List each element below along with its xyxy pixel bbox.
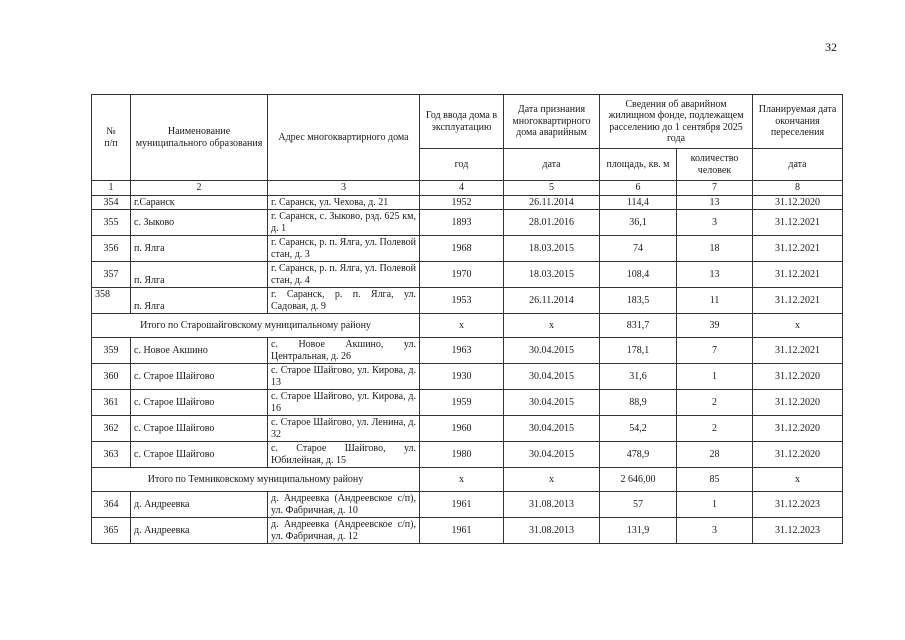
row-date: 18.03.2015 <box>504 236 600 262</box>
row-num: 361 <box>92 390 131 416</box>
column-numbers-row <box>92 181 843 196</box>
row-people: 3 <box>677 210 753 236</box>
row-municipality: с. Старое Шайгово <box>131 390 268 416</box>
row-num: 357 <box>92 262 131 288</box>
row-address: с. Новое Акшино, ул. Центральная, д. 26 <box>268 338 420 364</box>
row-num: 358 <box>92 288 131 314</box>
row-address: г. Саранск, р. п. Ялга, ул. Садовая, д. 9 <box>268 288 420 314</box>
subheader-year: год <box>420 149 504 181</box>
table-row <box>92 338 843 364</box>
row-address: с. Старое Шайгово, ул. Ленина, д. 32 <box>268 416 420 442</box>
row-people: 1 <box>677 364 753 390</box>
row-address: д. Андреевка (Андреевское с/п), ул. Фабричная, д. 12 <box>268 518 420 544</box>
subheader-date: дата <box>504 149 600 181</box>
row-municipality: д. Андреевка <box>131 492 268 518</box>
row-municipality: с. Зыково <box>131 210 268 236</box>
row-year: 1968 <box>420 236 504 262</box>
row-planned: 31.12.2020 <box>753 364 843 390</box>
row-people: 11 <box>677 288 753 314</box>
total-year: х <box>420 468 504 492</box>
total-label: Итого по Старошайговскому муниципальному району <box>92 314 420 338</box>
row-planned: 31.12.2023 <box>753 492 843 518</box>
row-people: 2 <box>677 416 753 442</box>
row-year: 1970 <box>420 262 504 288</box>
row-num: 362 <box>92 416 131 442</box>
total-area: 831,7 <box>600 314 677 338</box>
row-area: 108,4 <box>600 262 677 288</box>
table-row <box>92 364 843 390</box>
row-planned: 31.12.2021 <box>753 262 843 288</box>
row-area: 131,9 <box>600 518 677 544</box>
row-municipality: г.Саранск <box>131 195 268 210</box>
row-planned: 31.12.2020 <box>753 390 843 416</box>
row-people: 7 <box>677 338 753 364</box>
row-year: 1961 <box>420 518 504 544</box>
total-row <box>92 314 843 338</box>
subheader-area: площадь, кв. м <box>600 149 677 181</box>
total-people: 85 <box>677 468 753 492</box>
row-num: 359 <box>92 338 131 364</box>
row-year: 1961 <box>420 492 504 518</box>
column-number: 3 <box>268 181 420 196</box>
table-row <box>92 236 843 262</box>
row-year: 1930 <box>420 364 504 390</box>
total-planned: х <box>753 314 843 338</box>
row-date: 31.08.2013 <box>504 492 600 518</box>
row-planned: 31.12.2021 <box>753 210 843 236</box>
row-people: 28 <box>677 442 753 468</box>
column-number: 6 <box>600 181 677 196</box>
row-people: 13 <box>677 262 753 288</box>
row-area: 74 <box>600 236 677 262</box>
table-row <box>92 210 843 236</box>
table-row <box>92 390 843 416</box>
row-num: 356 <box>92 236 131 262</box>
column-number: 8 <box>753 181 843 196</box>
row-planned: 31.12.2020 <box>753 416 843 442</box>
column-number: 1 <box>92 181 131 196</box>
total-date: х <box>504 468 600 492</box>
row-people: 18 <box>677 236 753 262</box>
row-municipality: д. Андреевка <box>131 518 268 544</box>
row-area: 183,5 <box>600 288 677 314</box>
subheader-planned: дата <box>753 149 843 181</box>
row-planned: 31.12.2021 <box>753 338 843 364</box>
row-area: 57 <box>600 492 677 518</box>
row-municipality: п. Ялга <box>131 236 268 262</box>
row-municipality: с. Старое Шайгово <box>131 364 268 390</box>
table-row <box>92 416 843 442</box>
header-year-commissioned: Год ввода дома в эксплуатацию <box>420 95 504 149</box>
row-address: г. Саранск, р. п. Ялга, ул. Полевой стан, д. 3 <box>268 236 420 262</box>
row-municipality: с. Старое Шайгово <box>131 416 268 442</box>
row-year: 1980 <box>420 442 504 468</box>
header-planned-date: Планируемая дата окончания переселения <box>753 95 843 149</box>
header-date-emergency: Дата признания многоквартирного дома аварийным <box>504 95 600 149</box>
row-date: 26.11.2014 <box>504 288 600 314</box>
row-year: 1960 <box>420 416 504 442</box>
row-year: 1959 <box>420 390 504 416</box>
row-area: 114,4 <box>600 195 677 210</box>
row-area: 88,9 <box>600 390 677 416</box>
row-num: 365 <box>92 518 131 544</box>
row-people: 13 <box>677 195 753 210</box>
row-municipality: п. Ялга <box>131 288 268 314</box>
row-date: 30.04.2015 <box>504 338 600 364</box>
row-planned: 31.12.2021 <box>753 236 843 262</box>
row-area: 178,1 <box>600 338 677 364</box>
row-planned: 31.12.2021 <box>753 288 843 314</box>
row-num: 355 <box>92 210 131 236</box>
column-number: 2 <box>131 181 268 196</box>
row-area: 31,6 <box>600 364 677 390</box>
row-num: 354 <box>92 195 131 210</box>
row-people: 3 <box>677 518 753 544</box>
table-row <box>92 288 843 314</box>
table-row <box>92 195 843 210</box>
table-row <box>92 442 843 468</box>
table-row <box>92 492 843 518</box>
row-municipality: с. Старое Шайгово <box>131 442 268 468</box>
row-num: 363 <box>92 442 131 468</box>
row-address: д. Андреевка (Андреевское с/п), ул. Фабричная, д. 10 <box>268 492 420 518</box>
column-number: 5 <box>504 181 600 196</box>
row-area: 36,1 <box>600 210 677 236</box>
header-address: Адрес многоквартирного дома <box>268 95 420 181</box>
row-year: 1963 <box>420 338 504 364</box>
row-area: 54,2 <box>600 416 677 442</box>
row-date: 18.03.2015 <box>504 262 600 288</box>
row-date: 30.04.2015 <box>504 416 600 442</box>
header-num: № п/п <box>92 95 131 181</box>
row-planned: 31.12.2023 <box>753 518 843 544</box>
row-area: 478,9 <box>600 442 677 468</box>
subheader-people: количество человек <box>677 149 753 181</box>
row-num: 364 <box>92 492 131 518</box>
row-municipality: п. Ялга <box>131 262 268 288</box>
row-date: 30.04.2015 <box>504 390 600 416</box>
table-header-row <box>92 95 843 149</box>
row-date: 30.04.2015 <box>504 364 600 390</box>
row-address: г. Саранск, ул. Чехова, д. 21 <box>268 195 420 210</box>
row-planned: 31.12.2020 <box>753 195 843 210</box>
row-people: 1 <box>677 492 753 518</box>
page-number: 32 <box>825 40 837 54</box>
total-date: х <box>504 314 600 338</box>
total-year: х <box>420 314 504 338</box>
total-people: 39 <box>677 314 753 338</box>
row-address: г. Саранск, с. Зыково, рзд. 625 км, д. 1 <box>268 210 420 236</box>
row-num: 360 <box>92 364 131 390</box>
table-row <box>92 518 843 544</box>
row-address: г. Саранск, р. п. Ялга, ул. Полевой стан, д. 4 <box>268 262 420 288</box>
row-address: с. Старое Шайгово, ул. Кирова, д. 16 <box>268 390 420 416</box>
row-date: 30.04.2015 <box>504 442 600 468</box>
row-date: 28.01.2016 <box>504 210 600 236</box>
row-year: 1953 <box>420 288 504 314</box>
column-number: 4 <box>420 181 504 196</box>
total-area: 2 646,00 <box>600 468 677 492</box>
row-address: с. Старое Шайгово, ул. Кирова, д. 13 <box>268 364 420 390</box>
row-people: 2 <box>677 390 753 416</box>
row-date: 31.08.2013 <box>504 518 600 544</box>
row-year: 1893 <box>420 210 504 236</box>
row-municipality: с. Новое Акшино <box>131 338 268 364</box>
emergency-housing-table <box>91 94 843 544</box>
header-municipality: Наименование муниципального образования <box>131 95 268 181</box>
row-date: 26.11.2014 <box>504 195 600 210</box>
total-label: Итого по Темниковскому муниципальному району <box>92 468 420 492</box>
row-address: с. Старое Шайгово, ул. Юбилейная, д. 15 <box>268 442 420 468</box>
total-row <box>92 468 843 492</box>
header-fund-info: Сведения об аварийном жилищном фонде, подлежащем расселению до 1 сентября 2025 года <box>600 95 753 149</box>
column-number: 7 <box>677 181 753 196</box>
row-year: 1952 <box>420 195 504 210</box>
table-row <box>92 262 843 288</box>
total-planned: х <box>753 468 843 492</box>
row-planned: 31.12.2020 <box>753 442 843 468</box>
